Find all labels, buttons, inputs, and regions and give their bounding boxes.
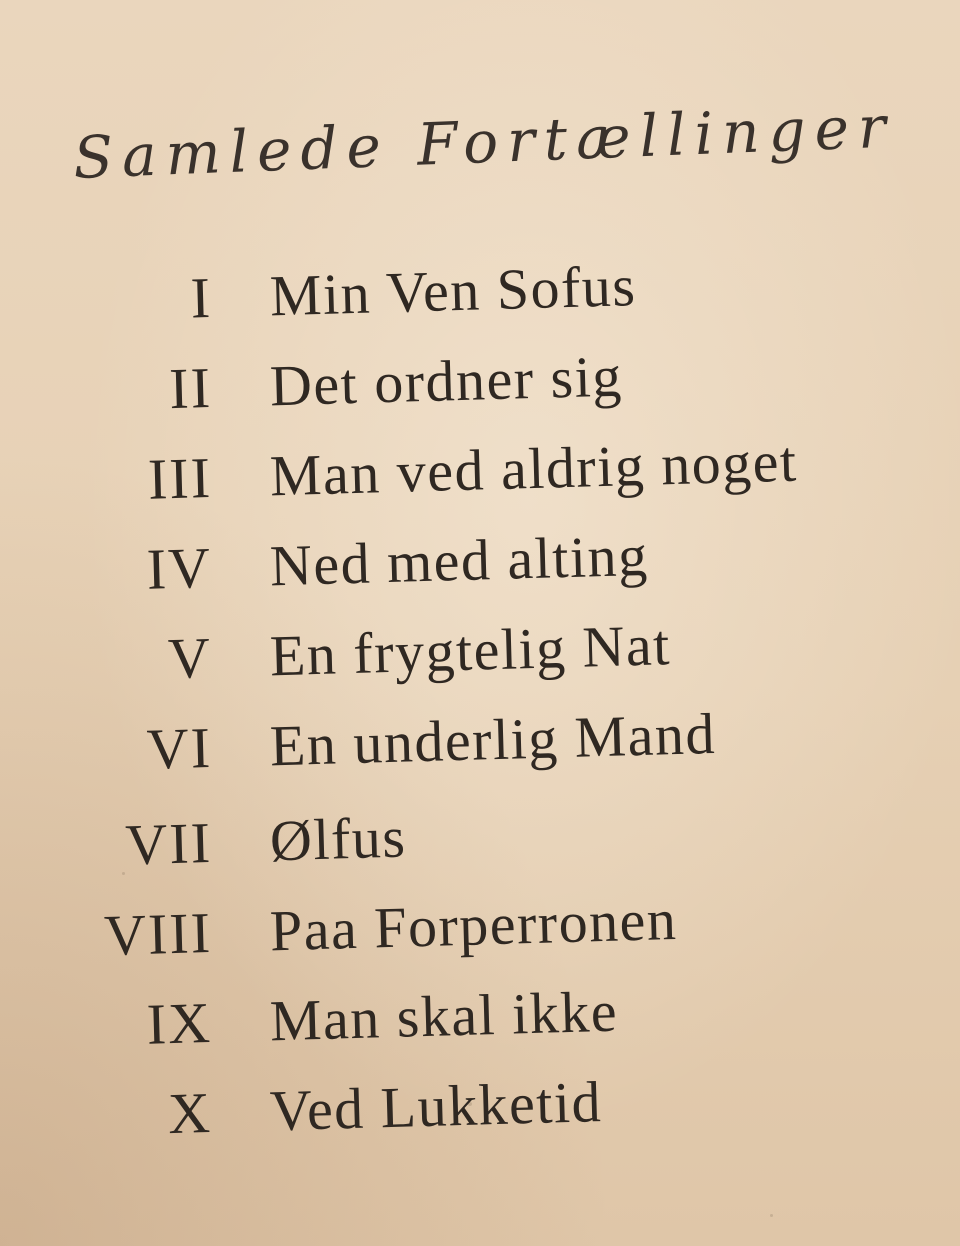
toc-numeral: V (167, 624, 213, 692)
toc-story-title: Man skal ikke (269, 978, 619, 1054)
toc-numeral: VI (145, 714, 213, 782)
toc-entry (0, 421, 960, 520)
toc-numeral: X (167, 1079, 213, 1147)
toc-numeral: IX (145, 989, 213, 1057)
page-title: Samlede Fortællinger (72, 92, 896, 192)
toc-story-title: Man ved aldrig noget (269, 428, 799, 509)
toc-story-title: Ned med alting (269, 522, 650, 599)
toc-numeral: IV (145, 534, 213, 602)
toc-entry (0, 691, 960, 790)
toc-entry (0, 876, 960, 975)
toc-story-title: En frygtelig Nat (269, 612, 672, 689)
toc-entry (0, 966, 960, 1065)
toc-entry (0, 786, 960, 885)
toc-numeral: III (147, 444, 213, 512)
toc-story-title: En underlig Mand (269, 700, 717, 779)
toc-entry (0, 1056, 960, 1155)
toc-story-title: Ved Lukketid (269, 1069, 603, 1144)
toc-entry (0, 331, 960, 430)
toc-story-title: Det ordner sig (269, 343, 624, 419)
toc-numeral: VII (124, 809, 213, 878)
toc-story-title: Min Ven Sofus (269, 253, 638, 329)
paper-speck (770, 1214, 773, 1217)
toc-story-title: Ølfus (269, 804, 408, 874)
toc-entry (0, 601, 960, 700)
toc-numeral: VIII (103, 899, 213, 968)
toc-numeral: I (189, 264, 213, 331)
toc-entry (0, 511, 960, 610)
toc-story-title: Paa Forperronen (269, 886, 679, 964)
toc-numeral: II (168, 354, 213, 422)
toc-entry (0, 241, 960, 340)
